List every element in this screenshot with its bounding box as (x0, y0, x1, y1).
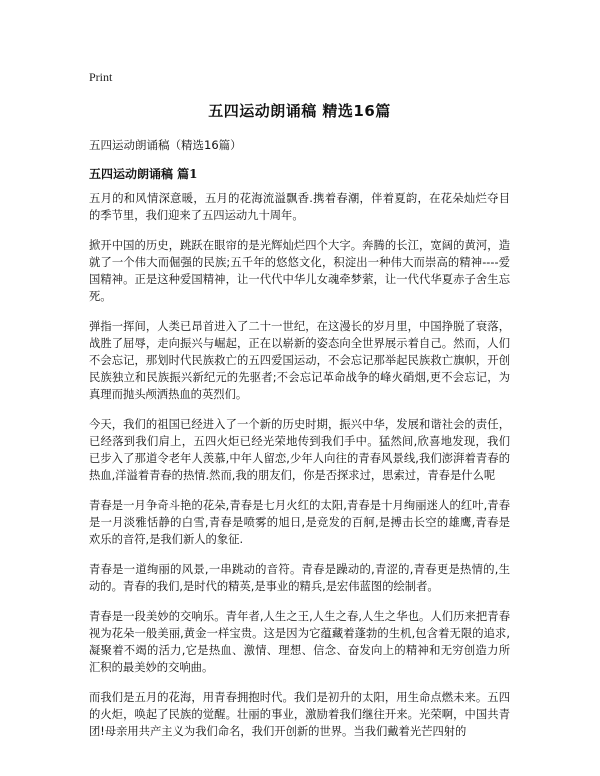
paragraph: 今天，我们的祖国已经进入了一个新的历史时期，振兴中华，发展和谐社会的责任，已经落到我们肩上，五四火炬已经光荣地传到我们手中。猛然间,欣喜地发现，我们已步入了那道令老年人羡慕,中年人留恋,少年人向往的青春风景线,我们澎湃着青春的热血,洋溢着青春的热情.然而,我的朋友们，你是否探求过，思索过，青春是什么呢 (89, 418, 510, 482)
paragraph: 青春是一段美妙的交响乐。青年者,人生之王,人生之春,人生之华也。人们历来把青春视为花朵一般美丽,黄金一样宝贵。这是因为它蕴藏着蓬勃的生机,包含着无限的追求,凝聚着不竭的活力,它是热血、激情、理想、信念、奋发向上的精神和无穷创造力所汇积的最美妙的交响曲。 (89, 610, 510, 674)
paragraph: 青春是一月争奇斗艳的花朵,青春是七月火红的太阳,青春是十月绚丽迷人的红叶,青春是一月淡雅恬静的白雪,青春是喷雾的旭日,是竞发的百舸,是搏击长空的雄鹰,青春是欢乐的音符,是我们新人的象征. (89, 499, 510, 546)
paragraph: 掀开中国的历史，跳跃在眼帘的是光辉灿烂四个大字。奔腾的长江，宽阔的黄河，造就了一个伟大而倔强的民族;五千年的悠悠文化，积淀出一种伟大而崇高的精神----爱国精神。正是这种爱国精神，让一代代中华儿女魂牵梦萦，让一代代华夏赤子舍生忘死。 (89, 239, 510, 303)
section-heading: 五四运动朗诵稿 篇1 (89, 167, 198, 181)
paragraph: 而我们是五月的花海，用青春拥抱时代。我们是初升的太阳，用生命点燃未来。五四的火炬，唤起了民族的觉醒。壮丽的事业，激励着我们继往开来。光荣啊，中国共青团!母亲用共产主义为我们命名，我们开创新的世界。当我们戴着光芒四射的 (89, 691, 510, 738)
paragraph: 青春是一道绚丽的风景,一串跳动的音符。青春是躁动的,青涩的,青春更是热情的,生动的。青春的我们,是时代的精英,是事业的精兵,是宏伟蓝图的绘制者。 (89, 563, 510, 593)
print-label: Print (89, 70, 113, 84)
paragraph: 弹指一挥间，人类已昂首进入了二十一世纪，在这漫长的岁月里，中国挣脱了衰落，战胜了屈辱，走向振兴与崛起，正在以崭新的姿态向全世界展示着自己。然而，人们不会忘记，那划时代民族救亡的五四爱国运动，不会忘记那举起民族救亡旗帜，开创民族独立和民族振兴新纪元的先驱者;不会忘记革命战争的峰火硝烟,更不会忘记，为真理而抛头颅洒热血的英烈们。 (89, 320, 510, 401)
document-subtitle: 五四运动朗诵稿（精选16篇） (89, 138, 242, 152)
paragraph: 五月的和风情深意暖，五月的花海流溢飘香.携着春潮，伴着夏韵，在花朵灿烂夺目的季节里，我们迎来了五四运动九十周年。 (89, 192, 510, 222)
page-title: 五四运动朗诵稿 精选16篇 (208, 102, 391, 120)
